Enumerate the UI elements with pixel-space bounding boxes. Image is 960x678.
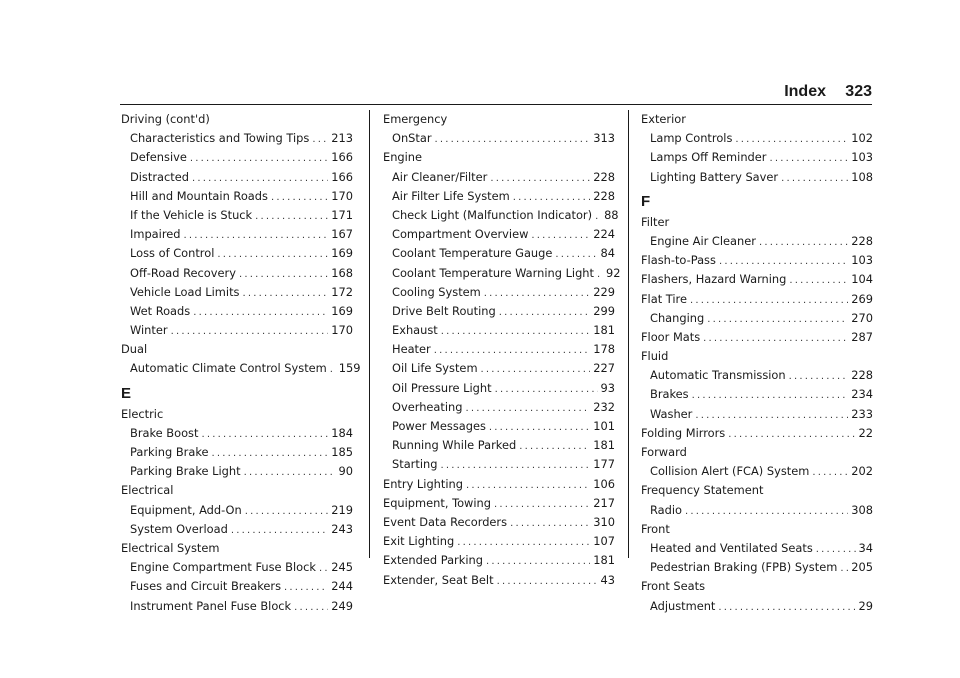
page-reference: 219 — [331, 502, 353, 517]
page-header — [120, 82, 872, 105]
index-heading — [121, 405, 353, 424]
index-entry — [383, 532, 615, 551]
index-subentry — [121, 244, 353, 263]
page-reference: 287 — [851, 329, 873, 344]
dot-leader — [494, 495, 590, 514]
dot-leader — [728, 425, 855, 444]
dot-leader — [497, 572, 598, 591]
entry-label: Driving (cont'd) — [121, 112, 210, 126]
index-column-1 — [121, 110, 361, 616]
entry-label: Instrument Panel Fuse Block — [130, 598, 292, 613]
dot-leader — [510, 514, 590, 533]
index-subentry — [121, 129, 353, 148]
index-subentry — [383, 417, 615, 436]
entry-label: Lamps Off Reminder — [650, 150, 767, 165]
index-heading — [121, 340, 353, 359]
entry-label: Overheating — [392, 399, 463, 414]
entry-label: Drive Belt Routing — [392, 303, 496, 318]
entry-label: Impaired — [130, 227, 181, 242]
dot-leader — [718, 598, 855, 617]
index-entry — [641, 424, 873, 443]
page-reference: 103 — [851, 253, 873, 268]
page-reference: 167 — [331, 227, 353, 242]
dot-leader — [217, 245, 328, 264]
page-reference: 107 — [593, 534, 615, 549]
entry-label: Exit Lighting — [383, 534, 455, 549]
entry-label: Running While Parked — [392, 438, 517, 453]
dot-leader — [692, 386, 849, 405]
index-subentry — [121, 462, 353, 481]
entry-label: Defensive — [130, 150, 187, 165]
entry-label: If the Vehicle is Stuck — [130, 207, 253, 222]
index-subentry — [383, 187, 615, 206]
entry-label: Lighting Battery Saver — [650, 169, 779, 184]
index-subentry — [641, 597, 873, 616]
dot-leader — [816, 540, 856, 559]
entry-label: Filter — [641, 214, 670, 229]
index-heading — [383, 148, 615, 167]
entry-label: Characteristics and Towing Tips — [130, 131, 310, 146]
dot-leader — [440, 456, 590, 475]
index-subentry — [383, 455, 615, 474]
dot-leader — [192, 169, 328, 188]
entry-label: Hill and Mountain Roads — [130, 188, 268, 203]
index-heading — [641, 443, 873, 462]
entry-label: Exhaust — [392, 323, 438, 338]
entry-label: Heated and Ventilated Seats — [650, 540, 813, 555]
dot-leader — [245, 502, 329, 521]
entry-label: Electrical — [121, 483, 174, 498]
entry-label: Pedestrian Braking (FPB) System — [650, 560, 838, 575]
page-reference: 104 — [851, 272, 873, 287]
dot-leader — [271, 188, 328, 207]
entry-label: Extender, Seat Belt — [383, 572, 494, 587]
page-reference: 228 — [593, 188, 615, 203]
index-subentry — [641, 366, 873, 385]
page-reference: 217 — [593, 495, 615, 510]
dot-leader — [719, 252, 848, 271]
dot-leader — [284, 578, 328, 597]
index-subentry — [121, 148, 353, 167]
entry-label: Dual — [121, 342, 148, 357]
index-entry — [383, 513, 615, 532]
index-subentry — [121, 206, 353, 225]
dot-leader — [789, 367, 849, 386]
dot-leader — [466, 476, 590, 495]
page-reference: 29 — [858, 598, 873, 613]
entry-label: Lamp Controls — [650, 131, 733, 146]
entry-label: Engine — [383, 150, 423, 165]
dot-leader — [190, 149, 328, 168]
index-subentry — [121, 520, 353, 539]
dot-leader — [239, 265, 328, 284]
entry-label: Electrical System — [121, 540, 220, 555]
entry-label: Forward — [641, 445, 687, 459]
dot-leader — [294, 598, 328, 617]
page-reference: 310 — [593, 514, 615, 529]
entry-label: Folding Mirrors — [641, 425, 726, 440]
dot-leader — [595, 207, 601, 226]
page-reference: 22 — [858, 425, 873, 440]
index-subentry — [383, 129, 615, 148]
page-reference: 243 — [331, 521, 353, 536]
index-heading — [641, 577, 873, 596]
column-divider — [628, 110, 629, 558]
entry-label: Flash-to-Pass — [641, 253, 716, 268]
page-reference: 88 — [604, 207, 619, 222]
index-subentry — [383, 244, 615, 263]
page-reference: 106 — [593, 476, 615, 491]
page-reference: 299 — [593, 303, 615, 318]
dot-leader — [597, 265, 603, 284]
index-subentry — [383, 436, 615, 455]
entry-label: Air Filter Life System — [392, 188, 510, 203]
column-divider — [369, 110, 370, 558]
page-reference: 234 — [851, 387, 873, 402]
page-reference: 229 — [593, 284, 615, 299]
dot-leader — [531, 226, 590, 245]
dot-leader — [685, 502, 848, 521]
index-subentry — [641, 168, 873, 187]
entry-label: Parking Brake Light — [130, 464, 241, 479]
entry-label: Starting — [392, 457, 438, 472]
entry-label: System Overload — [130, 521, 228, 536]
page-reference: 181 — [593, 553, 615, 568]
page-reference: 249 — [331, 598, 353, 613]
entry-label: Winter — [130, 323, 168, 338]
dot-leader — [312, 130, 328, 149]
index-subentry — [641, 558, 873, 577]
index-subentry — [121, 424, 353, 443]
page-reference: 227 — [593, 361, 615, 376]
page-reference: 184 — [331, 425, 353, 440]
dot-leader — [242, 284, 328, 303]
index-entry — [641, 290, 873, 309]
entry-label: Compartment Overview — [392, 227, 529, 242]
dot-leader — [435, 130, 591, 149]
dot-leader — [769, 149, 848, 168]
page-reference: 172 — [331, 284, 353, 299]
dot-leader — [781, 169, 848, 188]
index-subentry — [383, 206, 619, 225]
index-subentry — [121, 302, 353, 321]
page-reference: 169 — [331, 246, 353, 261]
index-subentry — [121, 558, 353, 577]
page-reference: 181 — [593, 438, 615, 453]
dot-leader — [481, 360, 591, 379]
entry-label: Check Light (Malfunction Indicator) — [392, 207, 593, 222]
dot-leader — [690, 291, 848, 310]
entry-label: Extended Parking — [383, 553, 483, 568]
entry-label: Automatic Transmission — [650, 368, 786, 383]
entry-label: Fuses and Circuit Breakers — [130, 579, 282, 594]
entry-label: Frequency Statement — [641, 483, 764, 498]
page-reference: 92 — [606, 265, 621, 280]
page-reference: 101 — [593, 419, 615, 433]
index-subentry — [383, 283, 615, 302]
dot-leader — [695, 406, 848, 425]
index-subentry — [383, 359, 615, 378]
dot-leader — [434, 341, 591, 360]
page-reference: 308 — [851, 502, 873, 517]
entry-label: Distracted — [130, 169, 189, 184]
entry-label: Coolant Temperature Warning Light — [392, 265, 594, 280]
index-heading — [641, 481, 873, 500]
page-reference: 34 — [858, 540, 873, 555]
dot-leader — [330, 360, 336, 379]
page-reference: 168 — [331, 265, 353, 280]
index-subentry — [121, 187, 353, 206]
page-reference: 213 — [331, 131, 353, 146]
page-number: 323 — [845, 83, 872, 100]
dot-leader — [171, 322, 329, 341]
index-subentry — [121, 283, 353, 302]
entry-label: Front — [641, 521, 670, 536]
page-reference: 108 — [851, 169, 873, 184]
page-reference: 185 — [331, 445, 353, 459]
page-reference: 228 — [851, 233, 873, 248]
page-reference: 205 — [851, 560, 873, 575]
index-heading — [641, 347, 873, 366]
entry-label: Electric — [121, 406, 164, 421]
dot-leader — [703, 329, 848, 348]
section-letter: F — [641, 192, 651, 210]
entry-label: Collision Alert (FCA) System — [650, 464, 810, 479]
index-heading — [121, 110, 353, 129]
entry-label: Oil Life System — [392, 361, 478, 376]
entry-label: Flat Tire — [641, 291, 687, 306]
dot-leader — [255, 207, 328, 226]
index-subentry — [121, 168, 353, 187]
index-subentry — [121, 225, 353, 244]
entry-label: Brake Boost — [130, 425, 199, 440]
entry-label: Vehicle Load Limits — [130, 284, 240, 299]
page-reference: 232 — [593, 399, 615, 414]
entry-label: Oil Pressure Light — [392, 380, 492, 395]
index-subentry — [641, 385, 873, 404]
entry-label: Radio — [650, 502, 683, 517]
dot-leader — [513, 188, 591, 207]
page-reference: 313 — [593, 131, 615, 146]
entry-label: Washer — [650, 406, 693, 421]
dot-leader — [519, 437, 590, 456]
index-subentry — [383, 321, 615, 340]
entry-label: Parking Brake — [130, 445, 209, 459]
index-subentry — [383, 225, 615, 244]
page-reference: 228 — [851, 368, 873, 383]
dot-leader — [735, 130, 848, 149]
page-reference: 228 — [593, 169, 615, 184]
page-reference: 171 — [331, 207, 353, 222]
entry-label: Event Data Recorders — [383, 514, 508, 529]
index-entry — [383, 494, 615, 513]
index-heading — [121, 539, 353, 558]
page-reference: 166 — [331, 169, 353, 184]
dot-leader — [457, 533, 590, 552]
entry-label: Air Cleaner/Filter — [392, 169, 488, 184]
dot-leader — [495, 380, 598, 399]
dot-leader — [707, 310, 848, 329]
index-subentry — [121, 597, 353, 616]
dot-leader — [812, 463, 848, 482]
page-title: Index — [784, 83, 826, 100]
dot-leader — [789, 271, 848, 290]
page-reference: 269 — [851, 291, 873, 306]
index-subentry — [383, 264, 621, 283]
index-subentry — [383, 168, 615, 187]
entry-label: Changing — [650, 310, 705, 325]
entry-label: Floor Mats — [641, 329, 701, 344]
index-subentry — [383, 302, 615, 321]
dot-leader — [555, 245, 597, 264]
entry-label: Power Messages — [392, 419, 486, 433]
index-subentry — [641, 129, 873, 148]
page-reference: 181 — [593, 323, 615, 338]
index-subentry — [641, 405, 873, 424]
index-entry — [383, 571, 615, 590]
entry-label: Equipment, Add-On — [130, 502, 242, 517]
page-reference: 43 — [600, 572, 615, 587]
entry-label: Brakes — [650, 387, 689, 402]
dot-leader — [489, 418, 590, 437]
entry-label: Off-Road Recovery — [130, 265, 236, 280]
entry-label: Flashers, Hazard Warning — [641, 272, 787, 287]
page-reference: 170 — [331, 188, 353, 203]
index-entry — [641, 328, 873, 347]
page-reference: 202 — [851, 464, 873, 479]
entry-label: Front Seats — [641, 579, 706, 594]
index-entry — [383, 475, 615, 494]
index-subentry — [383, 340, 615, 359]
entry-label: Entry Lighting — [383, 476, 463, 491]
index-subentry — [121, 264, 353, 283]
dot-leader — [466, 399, 591, 418]
index-subentry — [121, 321, 353, 340]
dot-leader — [244, 463, 336, 482]
entry-label: Exterior — [641, 112, 686, 126]
index-subentry — [121, 501, 353, 520]
page-reference: 178 — [593, 342, 615, 357]
entry-label: Emergency — [383, 112, 448, 126]
page-reference: 224 — [593, 227, 615, 242]
page-reference: 103 — [851, 150, 873, 165]
entry-label: Fluid — [641, 349, 669, 364]
page-reference: 270 — [851, 310, 873, 325]
entry-label: OnStar — [392, 131, 432, 146]
index-subentry — [121, 359, 361, 378]
index-column-2 — [383, 110, 621, 590]
dot-leader — [840, 559, 848, 578]
page-reference: 233 — [851, 406, 873, 421]
index-heading — [641, 520, 873, 539]
index-heading — [641, 213, 873, 232]
dot-leader — [490, 169, 590, 188]
entry-label: Engine Compartment Fuse Block — [130, 560, 316, 575]
dot-leader — [193, 303, 328, 322]
dot-leader — [759, 233, 848, 252]
page-reference: 245 — [331, 560, 353, 575]
dot-leader — [486, 552, 590, 571]
dot-leader — [441, 322, 590, 341]
index-entry — [641, 251, 873, 270]
page-reference: 102 — [851, 131, 873, 146]
index-entry — [383, 551, 615, 570]
index-column-3 — [641, 110, 873, 616]
dot-leader — [484, 284, 590, 303]
index-subentry — [121, 577, 353, 596]
dot-leader — [201, 425, 328, 444]
entry-label: Adjustment — [650, 598, 716, 613]
dot-leader — [212, 444, 329, 463]
entry-label: Cooling System — [392, 284, 481, 299]
index-heading — [383, 110, 615, 129]
section-letter: E — [121, 384, 132, 402]
entry-label: Engine Air Cleaner — [650, 233, 756, 248]
page-reference: 93 — [600, 380, 615, 395]
entry-label: Automatic Climate Control System — [130, 361, 327, 376]
page-reference: 166 — [331, 150, 353, 165]
dot-leader — [319, 559, 328, 578]
page-reference: 169 — [331, 303, 353, 318]
index-subentry — [641, 309, 873, 328]
index-subentry — [121, 443, 353, 462]
index-entry — [641, 270, 873, 289]
index-heading — [121, 481, 353, 500]
entry-label: Loss of Control — [130, 246, 215, 261]
entry-label: Wet Roads — [130, 303, 191, 318]
page-reference: 177 — [593, 457, 615, 472]
dot-leader — [184, 226, 329, 245]
index-heading — [641, 110, 873, 129]
entry-label: Equipment, Towing — [383, 495, 491, 510]
index-subentry — [641, 539, 873, 558]
index-subentry — [641, 232, 873, 251]
index-subentry — [383, 379, 615, 398]
entry-label: Heater — [392, 342, 431, 357]
page-reference: 90 — [338, 464, 353, 479]
entry-label: Coolant Temperature Gauge — [392, 246, 553, 261]
page-reference: 84 — [600, 246, 615, 261]
page-reference: 159 — [338, 361, 361, 376]
page-reference: 244 — [331, 579, 353, 594]
index-subentry — [641, 148, 873, 167]
index-subentry — [383, 398, 615, 417]
dot-leader — [499, 303, 591, 322]
dot-leader — [231, 521, 328, 540]
page-reference: 170 — [331, 323, 353, 338]
index-subentry — [641, 501, 873, 520]
index-subentry — [641, 462, 873, 481]
